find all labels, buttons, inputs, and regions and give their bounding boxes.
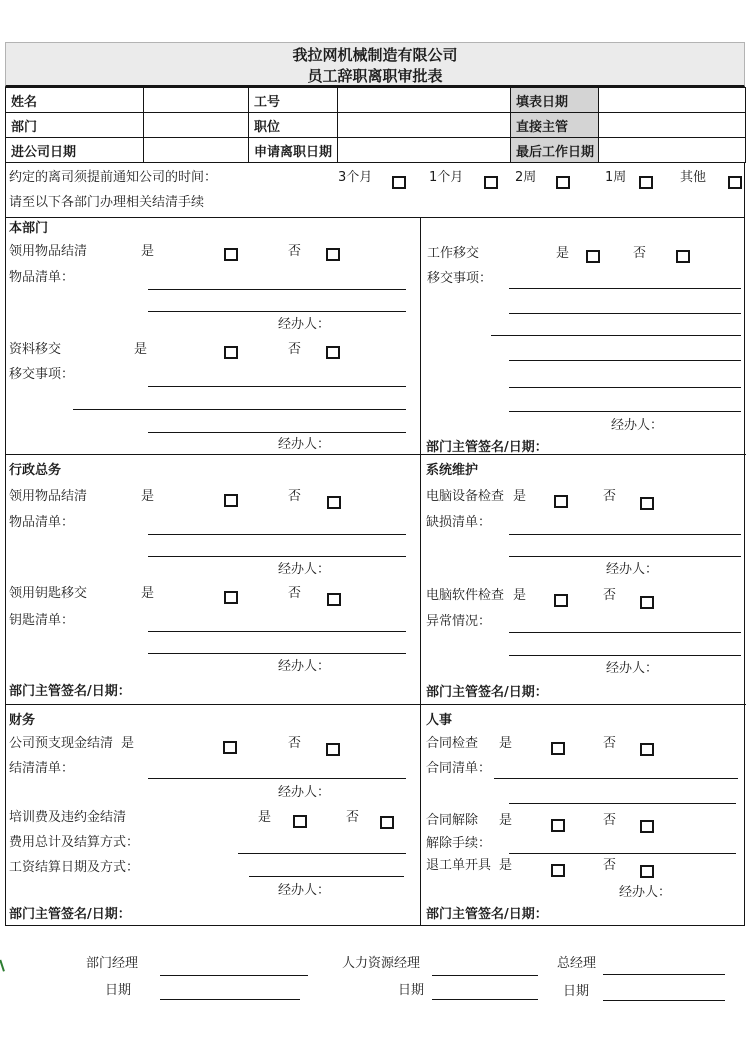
signature-line[interactable] bbox=[432, 975, 538, 976]
fill-date-value-cell[interactable] bbox=[599, 88, 746, 113]
fill-date-label-cell: 填表日期 bbox=[511, 88, 599, 113]
table-row bbox=[6, 113, 746, 138]
yes-label: 是 bbox=[141, 489, 155, 504]
system-q1-list-label: 缺损清单： bbox=[426, 515, 492, 530]
fill-line[interactable] bbox=[148, 556, 406, 557]
work-handover-q1-label: 工作移交 bbox=[427, 246, 480, 261]
admin-q1-yes-checkbox[interactable] bbox=[224, 494, 238, 507]
resignation-form bbox=[5, 42, 745, 926]
fill-line[interactable] bbox=[509, 387, 741, 388]
position-label-cell: 职位 bbox=[249, 113, 338, 138]
table-row bbox=[6, 88, 746, 113]
fill-line[interactable] bbox=[509, 288, 741, 289]
supervisor-sign-label: 部门主管签名/日期： bbox=[9, 684, 131, 699]
no-label: 否 bbox=[288, 244, 302, 259]
fill-line[interactable] bbox=[73, 409, 406, 410]
handler-label: 经办人： bbox=[611, 418, 664, 433]
own-dept-q2-yes-checkbox[interactable] bbox=[224, 346, 238, 359]
own-dept-q1-list-label: 物品清单： bbox=[9, 270, 75, 285]
system-q1-yes-checkbox[interactable] bbox=[554, 495, 568, 508]
handler-label: 经办人： bbox=[278, 659, 331, 674]
option-other-label: 其他 bbox=[680, 170, 707, 185]
option-3months-checkbox[interactable] bbox=[392, 176, 406, 189]
finance-q1-label: 公司预支现金结清 bbox=[9, 736, 114, 751]
hr-q1-yes-checkbox[interactable] bbox=[551, 742, 565, 755]
hr-q2-no-checkbox[interactable] bbox=[640, 820, 654, 833]
section-finance bbox=[6, 705, 421, 925]
department-value-cell[interactable] bbox=[144, 113, 249, 138]
system-q2-no-checkbox[interactable] bbox=[640, 596, 654, 609]
hr-q3-yes-checkbox[interactable] bbox=[551, 864, 565, 877]
option-1month-label: 1个月 bbox=[429, 170, 464, 185]
name-label-cell: 姓名 bbox=[6, 88, 144, 113]
finance-title: 财务 bbox=[9, 713, 36, 728]
fill-line[interactable] bbox=[148, 778, 406, 779]
signature-line[interactable] bbox=[160, 999, 300, 1000]
fill-line[interactable] bbox=[148, 653, 406, 654]
resign-apply-date-label-cell: 申请离职日期 bbox=[249, 138, 338, 163]
section-system bbox=[421, 455, 746, 705]
fill-line[interactable] bbox=[509, 313, 741, 314]
signature-line[interactable] bbox=[160, 975, 308, 976]
section-work-handover bbox=[421, 218, 746, 455]
finance-q1-list-label: 结清清单： bbox=[9, 761, 75, 776]
hr-q1-no-checkbox[interactable] bbox=[640, 743, 654, 756]
admin-q1-label: 领用物品结清 bbox=[9, 489, 88, 504]
option-1week-label: 1周 bbox=[605, 170, 627, 185]
own-dept-q2-label: 资料移交 bbox=[9, 342, 62, 357]
hr-manager-label: 人力资源经理 bbox=[342, 956, 421, 971]
fill-line[interactable] bbox=[148, 386, 406, 387]
option-2weeks-checkbox[interactable] bbox=[556, 176, 570, 189]
handler-label: 经办人： bbox=[278, 883, 331, 898]
hr-q2-label: 合同解除 bbox=[426, 813, 479, 828]
handler-label: 经办人： bbox=[606, 562, 659, 577]
own-dept-q1-label: 领用物品结清 bbox=[9, 244, 88, 259]
yes-label: 是 bbox=[141, 586, 155, 601]
general-manager-date-label: 日期 bbox=[563, 984, 590, 999]
admin-q2-label: 领用钥匙移交 bbox=[9, 586, 88, 601]
own-dept-q2-list-label: 移交事项： bbox=[9, 367, 75, 382]
finance-q2-label: 培训费及违约金结清 bbox=[9, 810, 127, 825]
handler-label: 经办人： bbox=[278, 437, 331, 452]
table-row bbox=[6, 138, 746, 163]
fill-line[interactable] bbox=[509, 556, 741, 557]
finance-q2-yes-checkbox[interactable] bbox=[293, 815, 307, 828]
option-1month-checkbox[interactable] bbox=[484, 176, 498, 189]
system-q1-no-checkbox[interactable] bbox=[640, 497, 654, 510]
form-title: 员工辞职离职审批表 bbox=[307, 67, 443, 85]
admin-title: 行政总务 bbox=[9, 463, 62, 478]
last-work-date-value-cell[interactable] bbox=[599, 138, 746, 163]
hr-q3-label: 退工单开具 bbox=[426, 858, 492, 873]
join-date-value-cell[interactable] bbox=[144, 138, 249, 163]
notice-prompt: 约定的离司须提前通知公司的时间： bbox=[9, 170, 218, 185]
fill-line[interactable] bbox=[509, 655, 741, 656]
fill-line[interactable] bbox=[148, 311, 406, 312]
hr-manager-date-label: 日期 bbox=[398, 983, 425, 998]
finance-q1-yes-checkbox[interactable] bbox=[223, 741, 237, 754]
supervisor-value-cell[interactable] bbox=[599, 113, 746, 138]
section-hr bbox=[421, 705, 746, 925]
department-label-cell: 部门 bbox=[6, 113, 144, 138]
handler-label: 经办人： bbox=[278, 562, 331, 577]
section-admin bbox=[6, 455, 421, 705]
finance-q2-no-checkbox[interactable] bbox=[380, 816, 394, 829]
fill-line[interactable] bbox=[509, 803, 736, 804]
fill-line[interactable] bbox=[148, 534, 406, 535]
fill-line[interactable] bbox=[148, 289, 406, 290]
work-handover-list-label: 移交事项： bbox=[427, 271, 493, 286]
admin-q2-list-label: 钥匙清单： bbox=[9, 613, 75, 628]
signature-line[interactable] bbox=[603, 1000, 725, 1001]
finance-q1-no-checkbox[interactable] bbox=[326, 743, 340, 756]
notice-instruction: 请至以下各部门办理相关结清手续 bbox=[9, 195, 205, 210]
no-label: 否 bbox=[603, 858, 617, 873]
yes-label: 是 bbox=[258, 810, 272, 825]
supervisor-label-cell: 直接主管 bbox=[511, 113, 599, 138]
fill-line[interactable] bbox=[509, 360, 741, 361]
yes-label: 是 bbox=[121, 736, 135, 751]
employee-id-label-cell: 工号 bbox=[249, 88, 338, 113]
no-label: 否 bbox=[288, 586, 302, 601]
fill-line[interactable] bbox=[491, 335, 741, 336]
hr-q2-yes-checkbox[interactable] bbox=[551, 819, 565, 832]
form-header bbox=[5, 42, 745, 87]
admin-q2-yes-checkbox[interactable] bbox=[224, 591, 238, 604]
system-q2-list-label: 异常情况： bbox=[426, 614, 492, 629]
no-label: 否 bbox=[603, 813, 617, 828]
hr-q1-list-label: 合同清单： bbox=[426, 761, 492, 776]
no-label: 否 bbox=[603, 489, 617, 504]
yes-label: 是 bbox=[513, 489, 527, 504]
yes-label: 是 bbox=[513, 588, 527, 603]
fill-line[interactable] bbox=[148, 631, 406, 632]
admin-q1-no-checkbox[interactable] bbox=[327, 496, 341, 509]
system-q1-label: 电脑设备检查 bbox=[426, 489, 505, 504]
fill-line[interactable] bbox=[509, 632, 741, 633]
system-title: 系统维护 bbox=[426, 463, 479, 478]
fill-line[interactable] bbox=[509, 853, 736, 854]
no-label: 否 bbox=[288, 736, 302, 751]
signature-line[interactable] bbox=[603, 974, 725, 975]
hr-q3-no-checkbox[interactable] bbox=[640, 865, 654, 878]
clearance-sections bbox=[5, 218, 745, 926]
position-value-cell[interactable] bbox=[338, 113, 511, 138]
finance-cost-total-label: 费用总计及结算方式： bbox=[9, 835, 140, 850]
hr-q1-label: 合同检查 bbox=[426, 736, 479, 751]
no-label: 否 bbox=[603, 588, 617, 603]
own-dept-q2-no-checkbox[interactable] bbox=[326, 346, 340, 359]
yes-label: 是 bbox=[499, 813, 513, 828]
handler-label: 经办人： bbox=[278, 317, 331, 332]
admin-q2-no-checkbox[interactable] bbox=[327, 593, 341, 606]
employee-id-value-cell[interactable] bbox=[338, 88, 511, 113]
yes-label: 是 bbox=[556, 246, 570, 261]
fill-line[interactable] bbox=[148, 432, 406, 433]
name-value-cell[interactable] bbox=[144, 88, 249, 113]
yes-label: 是 bbox=[134, 342, 148, 357]
general-manager-label: 总经理 bbox=[557, 956, 597, 971]
option-2weeks-label: 2周 bbox=[515, 170, 537, 185]
fill-line[interactable] bbox=[509, 411, 741, 412]
handler-label: 经办人： bbox=[606, 661, 659, 676]
resign-apply-date-value-cell[interactable] bbox=[338, 138, 511, 163]
no-label: 否 bbox=[633, 246, 647, 261]
notice-period-block bbox=[5, 163, 745, 218]
last-work-date-label-cell: 最后工作日期 bbox=[511, 138, 599, 163]
fill-line[interactable] bbox=[494, 778, 738, 779]
yes-label: 是 bbox=[141, 244, 155, 259]
scan-artifact-mark bbox=[0, 958, 9, 971]
supervisor-sign-label: 部门主管签名/日期： bbox=[426, 907, 548, 922]
handler-label: 经办人： bbox=[278, 785, 331, 800]
hr-title: 人事 bbox=[426, 713, 453, 728]
handler-label: 经办人： bbox=[619, 885, 672, 900]
system-q2-yes-checkbox[interactable] bbox=[554, 594, 568, 607]
work-handover-yes-checkbox[interactable] bbox=[586, 250, 600, 263]
yes-label: 是 bbox=[499, 858, 513, 873]
fill-line[interactable] bbox=[238, 853, 406, 854]
supervisor-sign-label: 部门主管签名/日期： bbox=[426, 685, 548, 700]
no-label: 否 bbox=[288, 489, 302, 504]
hr-q2-list-label: 解除手续： bbox=[426, 836, 492, 851]
fill-line[interactable] bbox=[509, 534, 741, 535]
own-dept-title: 本部门 bbox=[9, 221, 49, 236]
work-handover-no-checkbox[interactable] bbox=[676, 250, 690, 263]
join-date-label-cell: 进公司日期 bbox=[6, 138, 144, 163]
own-dept-q1-no-checkbox[interactable] bbox=[326, 248, 340, 261]
signature-line[interactable] bbox=[432, 999, 538, 1000]
option-3months-label: 3个月 bbox=[338, 170, 373, 185]
no-label: 否 bbox=[346, 810, 360, 825]
no-label: 否 bbox=[603, 736, 617, 751]
company-name: 我拉网机械制造有限公司 bbox=[292, 46, 458, 64]
section-own-department bbox=[6, 218, 421, 455]
dept-manager-date-label: 日期 bbox=[105, 983, 132, 998]
employee-info-table bbox=[5, 87, 746, 163]
option-other-checkbox[interactable] bbox=[728, 176, 742, 189]
own-dept-q1-yes-checkbox[interactable] bbox=[224, 248, 238, 261]
dept-manager-label: 部门经理 bbox=[86, 956, 139, 971]
option-1week-checkbox[interactable] bbox=[639, 176, 653, 189]
no-label: 否 bbox=[288, 342, 302, 357]
supervisor-sign-label: 部门主管签名/日期： bbox=[9, 907, 131, 922]
system-q2-label: 电脑软件检查 bbox=[426, 588, 505, 603]
admin-q1-list-label: 物品清单： bbox=[9, 515, 75, 530]
fill-line[interactable] bbox=[249, 876, 404, 877]
supervisor-sign-label: 部门主管签名/日期： bbox=[426, 440, 548, 455]
finance-salary-date-label: 工资结算日期及方式： bbox=[9, 860, 140, 875]
yes-label: 是 bbox=[499, 736, 513, 751]
